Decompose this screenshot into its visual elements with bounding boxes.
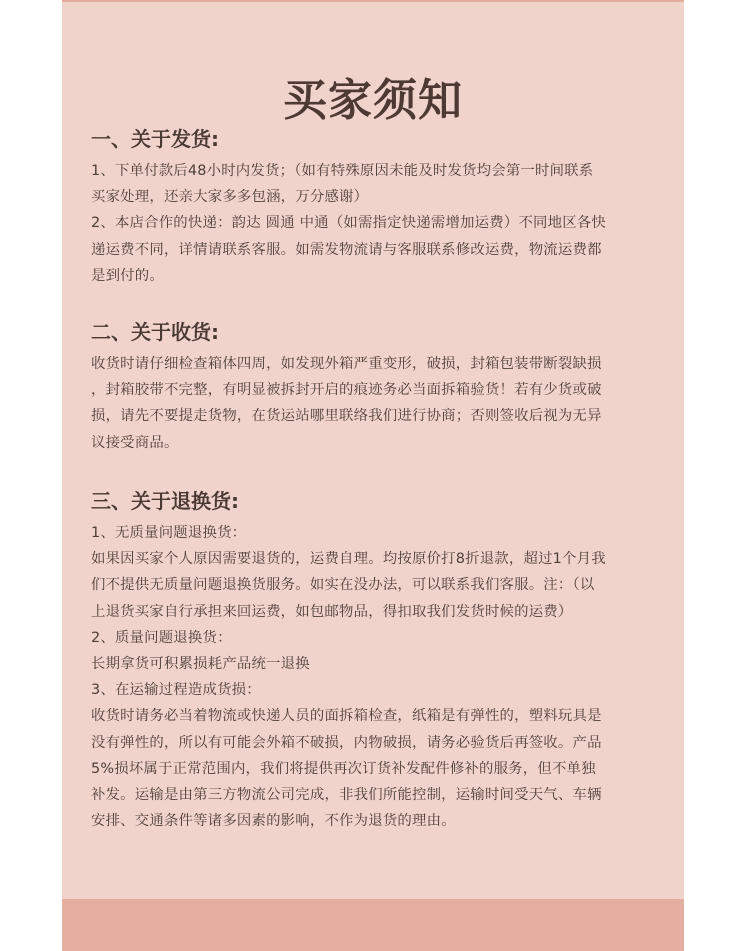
section-line: 是到付的。 <box>91 267 164 284</box>
section-line: 1、下单付款后48小时内发货；（如有特殊原因未能及时发货均会第一时间联系 <box>91 163 594 179</box>
section-line: 没有弹性的，所以有可能会外箱不破损，内物破损，请务必验货后再签收。产品 <box>91 734 602 751</box>
section-line: 1、无质量问题退换货： <box>91 525 247 541</box>
section-line: ，封箱胶带不完整，有明显被拆封开启的痕迹务必当面拆箱验货！若有少货或破 <box>91 382 602 399</box>
top-accent-strip <box>62 0 684 2</box>
section-line: 如果因买家个人原因需要退货的，运费自理。均按原价打8折退款，超过1个月我 <box>91 551 606 568</box>
section-line: 2、本店合作的快递：韵达 圆通 中通（如需指定快递需增加运费）不同地区各快 <box>91 215 606 232</box>
section-line: 损，请先不要提走货物，在货运站哪里联络我们进行协商；否则签收后视为无异 <box>91 408 602 425</box>
section-receiving <box>91 317 661 456</box>
section-line: 2、质量问题退换货： <box>91 629 232 646</box>
notice-panel <box>62 0 684 951</box>
section-heading: 三、关于退换货: <box>91 489 239 513</box>
section-line: 递运费不同，详情请联系客服。如需发物流请与客服联系修改运费，物流运费都 <box>91 241 602 258</box>
page-title: 买家须知 <box>283 75 463 127</box>
section-line: 长期拿货可积累损耗产品统一退换 <box>91 656 310 673</box>
section-line: 收货时请务必当着物流或快递人员的面拆箱检查，纸箱是有弹性的，塑料玩具是 <box>91 708 602 725</box>
section-line: 议接受商品。 <box>91 434 179 451</box>
section-line: 5%损坏属于正常范围内，我们将提供再次订货补发配件修补的服务，但不单独 <box>91 760 596 777</box>
bottom-accent-band <box>62 899 684 951</box>
section-line: 3、在运输过程造成货损： <box>91 682 261 699</box>
section-line: 上退货买家自行承担来回运费，如包邮物品，得扣取我们发货时候的运费） <box>91 603 573 620</box>
section-heading: 二、关于收货: <box>91 320 219 344</box>
section-line: 补发。运输是由第三方物流公司完成，非我们所能控制，运输时间受天气、车辆 <box>91 787 602 804</box>
section-line: 安排、交通条件等诸多因素的影响，不作为退货的理由。 <box>91 813 456 830</box>
section-heading: 一、关于发货: <box>91 127 219 151</box>
section-returns <box>91 486 661 834</box>
section-line: 们不提供无质量问题退换货服务。如实在没办法，可以联系我们客服。注：（以 <box>91 577 595 594</box>
section-shipping <box>91 124 661 289</box>
section-line: 收货时请仔细检查箱体四周，如发现外箱严重变形，破损，封箱包装带断裂缺损 <box>91 356 602 372</box>
section-line: 买家处理，还亲大家多多包涵，万分感谢） <box>91 189 369 206</box>
